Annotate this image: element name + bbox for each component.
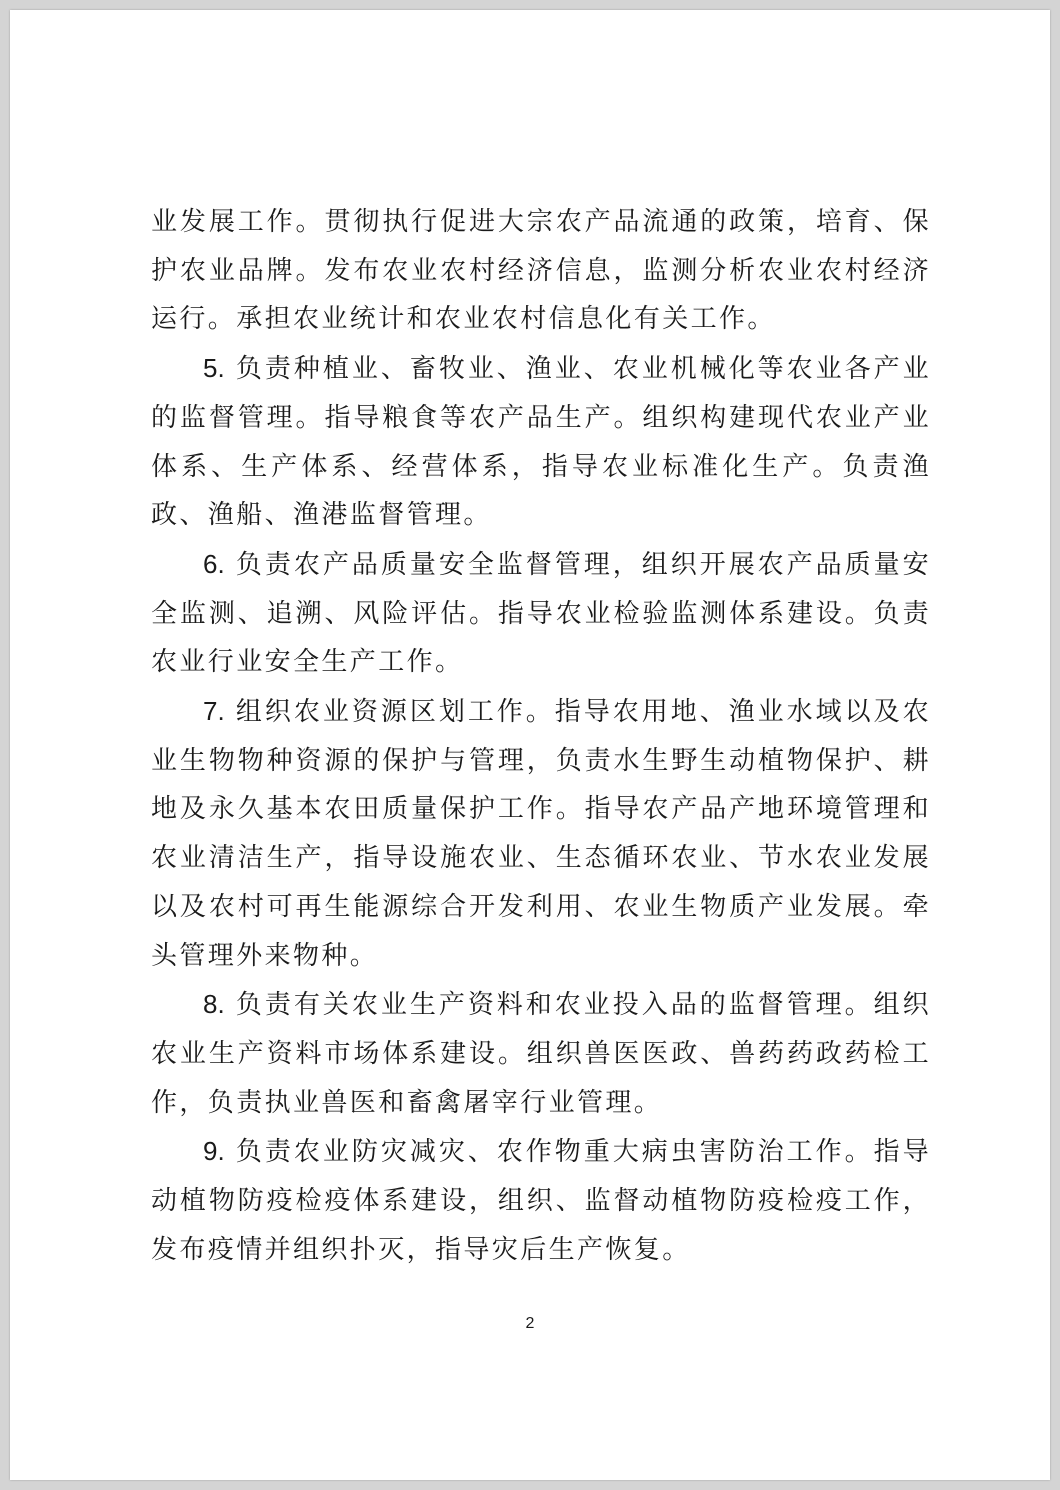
item-number: 8. — [203, 989, 225, 1020]
paragraph-item-9 — [151, 1127, 931, 1274]
paragraph-text: 负责种植业、畜牧业、渔业、农业机械化等农业各产业的监督管理。指导粮食等农产品生产。组织构建现代农业产业体系、生产体系、经营体系，指导农业标准化生产。负责渔政、渔船、渔港监督管理。 — [151, 354, 931, 531]
document-page — [10, 10, 1050, 1480]
paragraph-text: 组织农业资源区划工作。指导农用地、渔业水域以及农业生物物种资源的保护与管理，负责水生野生动植物保护、耕地及永久基本农田质量保护工作。指导农产品产地环境管理和农业清洁生产，指导设施农业、生态循环农业、节水农业发展以及农村可再生能源综合开发利用、农业生物质产业发展。牵头管理外来物种。 — [151, 697, 931, 971]
item-number: 7. — [203, 696, 225, 727]
item-number: 5. — [203, 353, 225, 384]
page-number: 2 — [525, 1315, 535, 1332]
paragraph-text: 负责有关农业生产资料和农业投入品的监督管理。组织农业生产资料市场体系建设。组织兽医医政、兽药药政药检工作，负责执业兽医和畜禽屠宰行业管理。 — [151, 990, 931, 1118]
paragraph-text: 负责农业防灾减灾、农作物重大病虫害防治工作。指导动植物防疫检疫体系建设，组织、监督动植物防疫检疫工作，发布疫情并组织扑灭，指导灾后生产恢复。 — [151, 1137, 931, 1265]
paragraph-item-6 — [151, 540, 931, 687]
body-text — [151, 198, 931, 1274]
paragraph-item-5 — [151, 344, 931, 540]
paragraph-text: 负责农产品质量安全监督管理，组织开展农产品质量安全监测、追溯、风险评估。指导农业检验监测体系建设。负责农业行业安全生产工作。 — [151, 549, 931, 678]
paragraph-continued — [151, 198, 931, 344]
item-number: 9. — [203, 1136, 225, 1167]
paragraph-item-7 — [151, 687, 931, 980]
item-number: 6. — [203, 548, 225, 579]
paragraph-item-8 — [151, 980, 931, 1127]
paragraph-text: 业发展工作。贯彻执行促进大宗农产品流通的政策，培育、保护农业品牌。发布农业农村经济信息，监测分析农业农村经济运行。承担农业统计和农业农村信息化有关工作。 — [151, 207, 931, 335]
